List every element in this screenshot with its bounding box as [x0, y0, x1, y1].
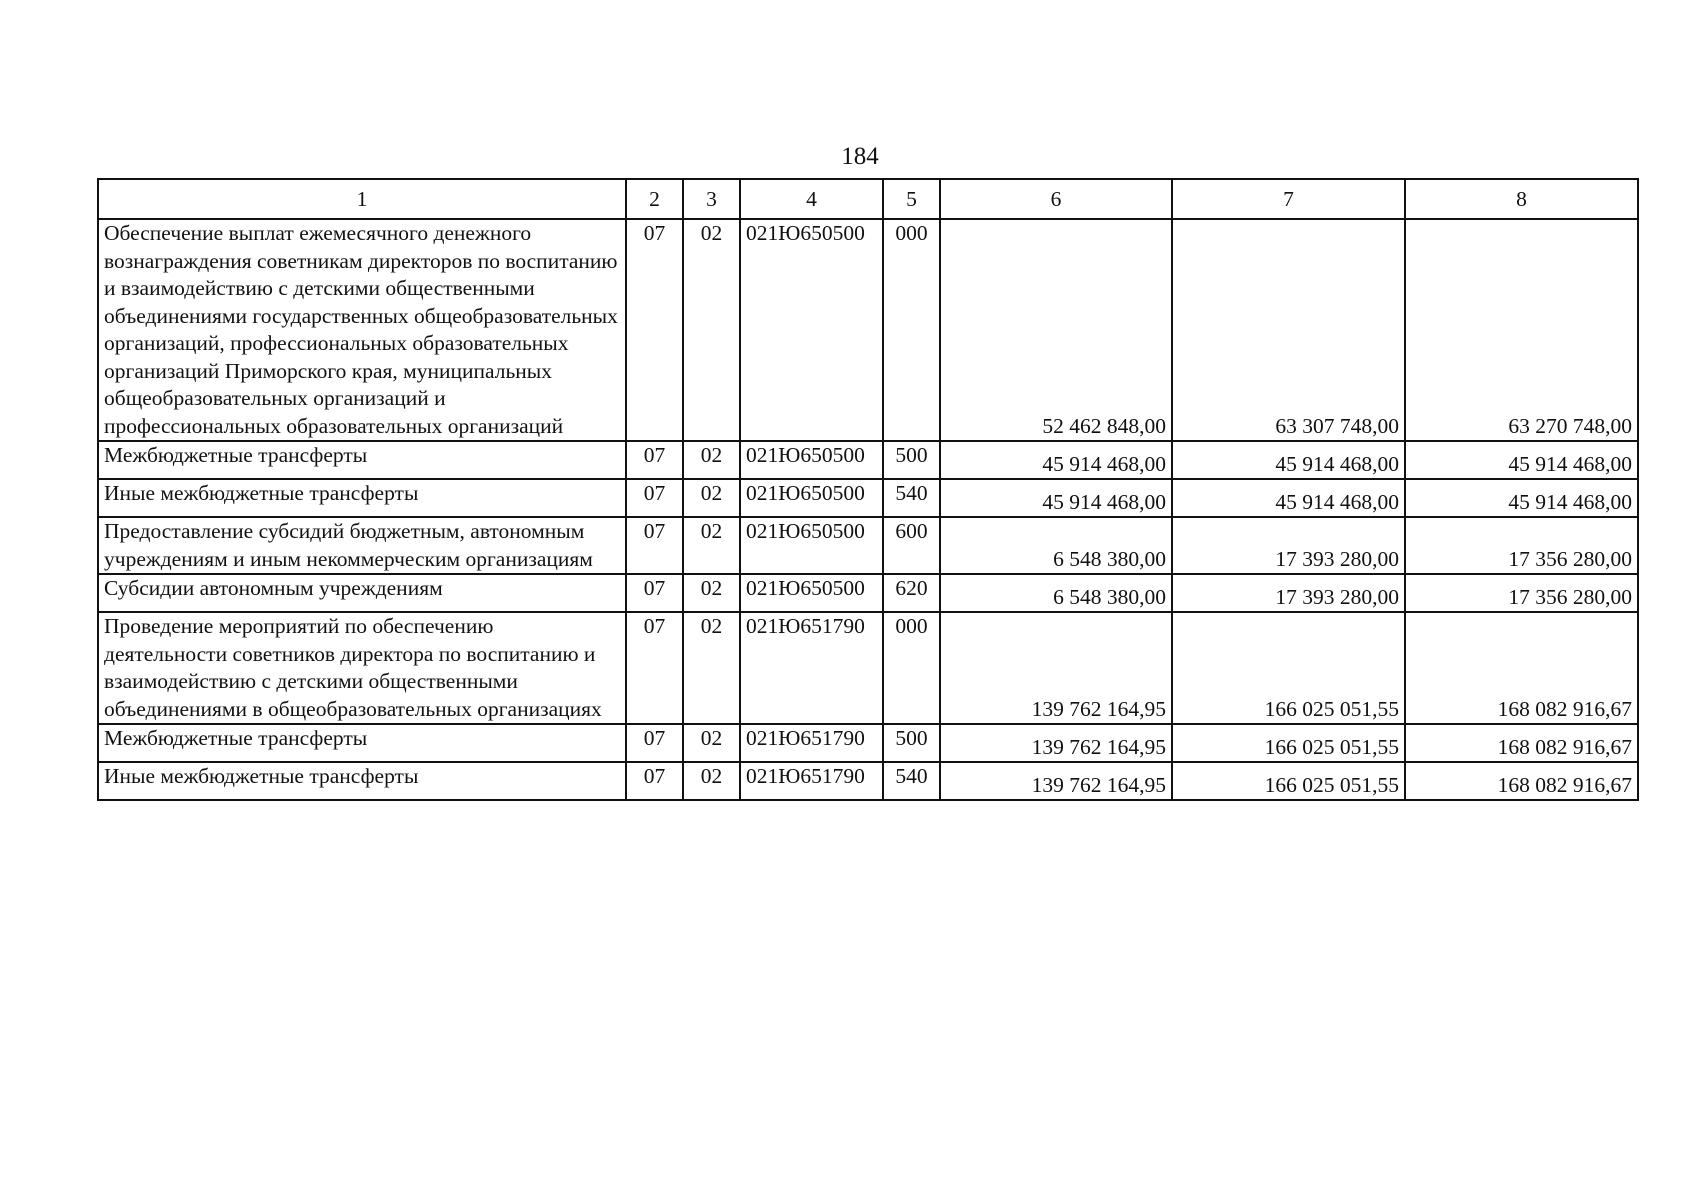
row-amount-col8: 168 082 916,67 [1405, 724, 1638, 762]
row-name: Субсидии автономным учреждениям [98, 574, 626, 612]
row-section: 07 [626, 219, 683, 441]
row-amount-col8: 17 356 280,00 [1405, 517, 1638, 574]
row-section: 07 [626, 724, 683, 762]
row-subsection: 02 [683, 762, 740, 800]
row-target-code: 021Ю651790 [740, 724, 883, 762]
row-section: 07 [626, 762, 683, 800]
row-amount-col6: 139 762 164,95 [940, 762, 1172, 800]
row-section: 07 [626, 479, 683, 517]
row-subsection: 02 [683, 479, 740, 517]
row-name: Проведение мероприятий по обеспечению деятельности советников директора по воспитанию и взаимодействию с детскими общественными объединениями в общеобразовательных организациях [98, 612, 626, 724]
row-amount-col8: 63 270 748,00 [1405, 219, 1638, 441]
row-expense-type: 500 [883, 724, 940, 762]
row-amount-col7: 45 914 468,00 [1172, 441, 1405, 479]
row-target-code: 021Ю651790 [740, 762, 883, 800]
row-subsection: 02 [683, 219, 740, 441]
row-expense-type: 000 [883, 219, 940, 441]
row-amount-col6: 52 462 848,00 [940, 219, 1172, 441]
budget-table [97, 178, 1639, 801]
table-row [98, 219, 1638, 441]
column-header-2: 2 [626, 179, 683, 219]
row-target-code: 021Ю651790 [740, 612, 883, 724]
row-subsection: 02 [683, 517, 740, 574]
row-name: Предоставление субсидий бюджетным, автономным учреждениям и иным некоммерческим организациям [98, 517, 626, 574]
table-row [98, 441, 1638, 479]
row-expense-type: 540 [883, 479, 940, 517]
row-amount-col8: 45 914 468,00 [1405, 441, 1638, 479]
page-number: 184 [841, 143, 879, 170]
column-header-4: 4 [740, 179, 883, 219]
row-name: Межбюджетные трансферты [98, 441, 626, 479]
row-subsection: 02 [683, 574, 740, 612]
row-name: Межбюджетные трансферты [98, 724, 626, 762]
row-name: Иные межбюджетные трансферты [98, 762, 626, 800]
row-section: 07 [626, 441, 683, 479]
row-expense-type: 620 [883, 574, 940, 612]
column-header-6: 6 [940, 179, 1172, 219]
row-amount-col7: 166 025 051,55 [1172, 724, 1405, 762]
row-amount-col8: 168 082 916,67 [1405, 612, 1638, 724]
row-amount-col6: 6 548 380,00 [940, 517, 1172, 574]
table-row [98, 574, 1638, 612]
row-name: Иные межбюджетные трансферты [98, 479, 626, 517]
column-number-header-row [98, 179, 1638, 219]
row-amount-col7: 63 307 748,00 [1172, 219, 1405, 441]
row-expense-type: 000 [883, 612, 940, 724]
column-header-8: 8 [1405, 179, 1638, 219]
row-target-code: 021Ю650500 [740, 517, 883, 574]
row-amount-col7: 45 914 468,00 [1172, 479, 1405, 517]
row-expense-type: 500 [883, 441, 940, 479]
row-amount-col6: 45 914 468,00 [940, 441, 1172, 479]
table-row [98, 612, 1638, 724]
row-amount-col6: 139 762 164,95 [940, 612, 1172, 724]
row-target-code: 021Ю650500 [740, 441, 883, 479]
row-amount-col7: 166 025 051,55 [1172, 762, 1405, 800]
row-name: Обеспечение выплат ежемесячного денежного вознаграждения советникам директоров по воспитанию и взаимодействию с детскими общественными объединениями государственных общеобразовательных организаций, профессиональных образовательных организаций Приморского края, муниципальных общеобразовательных организаций и профессиональных образовательных организаций [98, 219, 626, 441]
table-row [98, 517, 1638, 574]
row-subsection: 02 [683, 724, 740, 762]
row-section: 07 [626, 574, 683, 612]
table-row [98, 762, 1638, 800]
row-expense-type: 540 [883, 762, 940, 800]
column-header-5: 5 [883, 179, 940, 219]
table-row [98, 724, 1638, 762]
row-target-code: 021Ю650500 [740, 574, 883, 612]
column-header-1: 1 [98, 179, 626, 219]
row-section: 07 [626, 612, 683, 724]
row-expense-type: 600 [883, 517, 940, 574]
row-subsection: 02 [683, 612, 740, 724]
column-header-3: 3 [683, 179, 740, 219]
row-target-code: 021Ю650500 [740, 219, 883, 441]
row-amount-col6: 6 548 380,00 [940, 574, 1172, 612]
row-section: 07 [626, 517, 683, 574]
row-subsection: 02 [683, 441, 740, 479]
row-amount-col7: 166 025 051,55 [1172, 612, 1405, 724]
row-amount-col8: 45 914 468,00 [1405, 479, 1638, 517]
row-amount-col6: 139 762 164,95 [940, 724, 1172, 762]
row-amount-col7: 17 393 280,00 [1172, 517, 1405, 574]
row-target-code: 021Ю650500 [740, 479, 883, 517]
row-amount-col6: 45 914 468,00 [940, 479, 1172, 517]
column-header-7: 7 [1172, 179, 1405, 219]
row-amount-col8: 17 356 280,00 [1405, 574, 1638, 612]
row-amount-col8: 168 082 916,67 [1405, 762, 1638, 800]
table-row [98, 479, 1638, 517]
row-amount-col7: 17 393 280,00 [1172, 574, 1405, 612]
